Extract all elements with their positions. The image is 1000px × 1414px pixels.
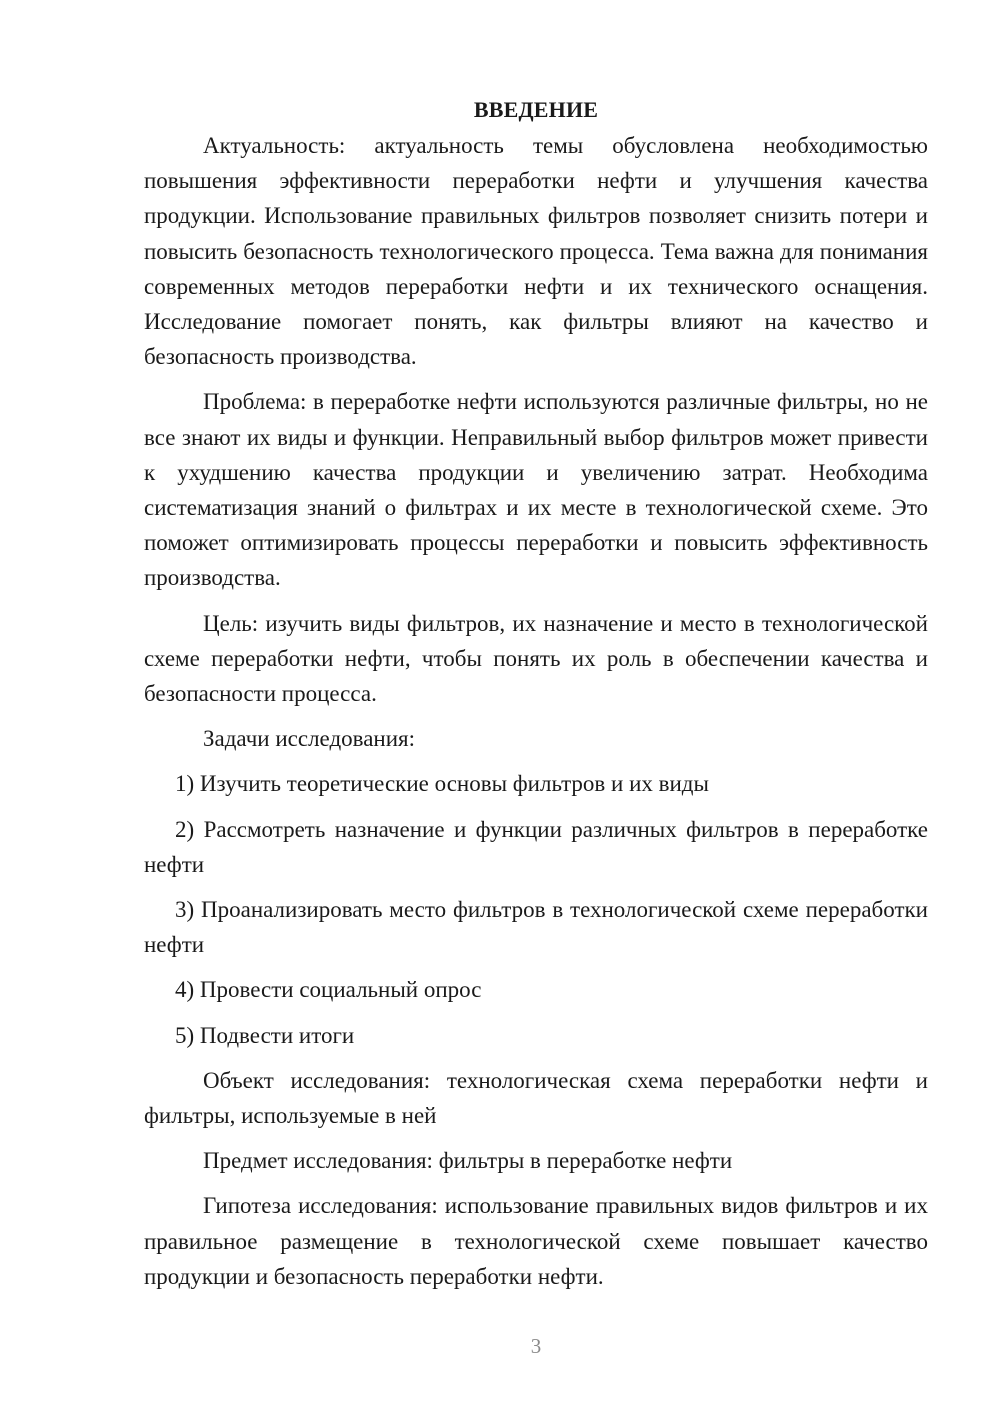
list-item-task-2: 2) Рассмотреть назначение и функции различных фильтров в переработке нефти: [144, 816, 928, 877]
section-heading: ВВЕДЕНИЕ: [473, 97, 599, 122]
list-item-task-5: 5) Подвести итоги: [175, 1022, 355, 1048]
paragraph-subject: Предмет исследования: фильтры в переработке нефти: [203, 1148, 733, 1174]
page-body: [144, 92, 928, 1294]
paragraph-hypothesis: Гипотеза исследования: использование правильных видов фильтров и их правильное размещение в технологической схеме повышает качество продукции и безопасность переработки нефти.: [144, 1193, 928, 1289]
paragraph-problem: Проблема: в переработке нефти используются различные фильтры, но не все знают их виды и функции. Неправильный выбор фильтров может привести к ухудшению качества продукции и увеличению затрат. Необходима систематизация знаний о фильтрах и их месте в технологической схеме. Это поможет оптимизировать процессы переработки и повысить эффективность производства.: [144, 389, 928, 591]
paragraph-goal: Цель: изучить виды фильтров, их назначение и место в технологической схеме переработки нефти, чтобы понять их роль в обеспечении качества и безопасности процесса.: [144, 610, 928, 707]
list-item-task-3: 3) Проанализировать место фильтров в технологической схеме переработки нефти: [144, 897, 928, 958]
paragraph-relevance: Актуальность: актуальность темы обусловлена необходимостью повышения эффективности переработки нефти и улучшения качества продукции. Использование правильных фильтров позволяет снизить потери и повысить безопасность технологического процесса. Тема важна для понимания современных методов переработки нефти и их технического оснащения. Исследование помогает понять, как фильтры влияют на качество и безопасность производства.: [144, 133, 928, 370]
list-item-task-4: 4) Провести социальный опрос: [175, 977, 482, 1003]
paragraph-object: Объект исследования: технологическая схема переработки нефти и фильтры, используемые в ней: [144, 1067, 928, 1129]
list-item-task-1: 1) Изучить теоретические основы фильтров и их виды: [175, 771, 709, 797]
page-number: 3: [530, 1334, 542, 1358]
tasks-heading: Задачи исследования:: [203, 726, 416, 752]
